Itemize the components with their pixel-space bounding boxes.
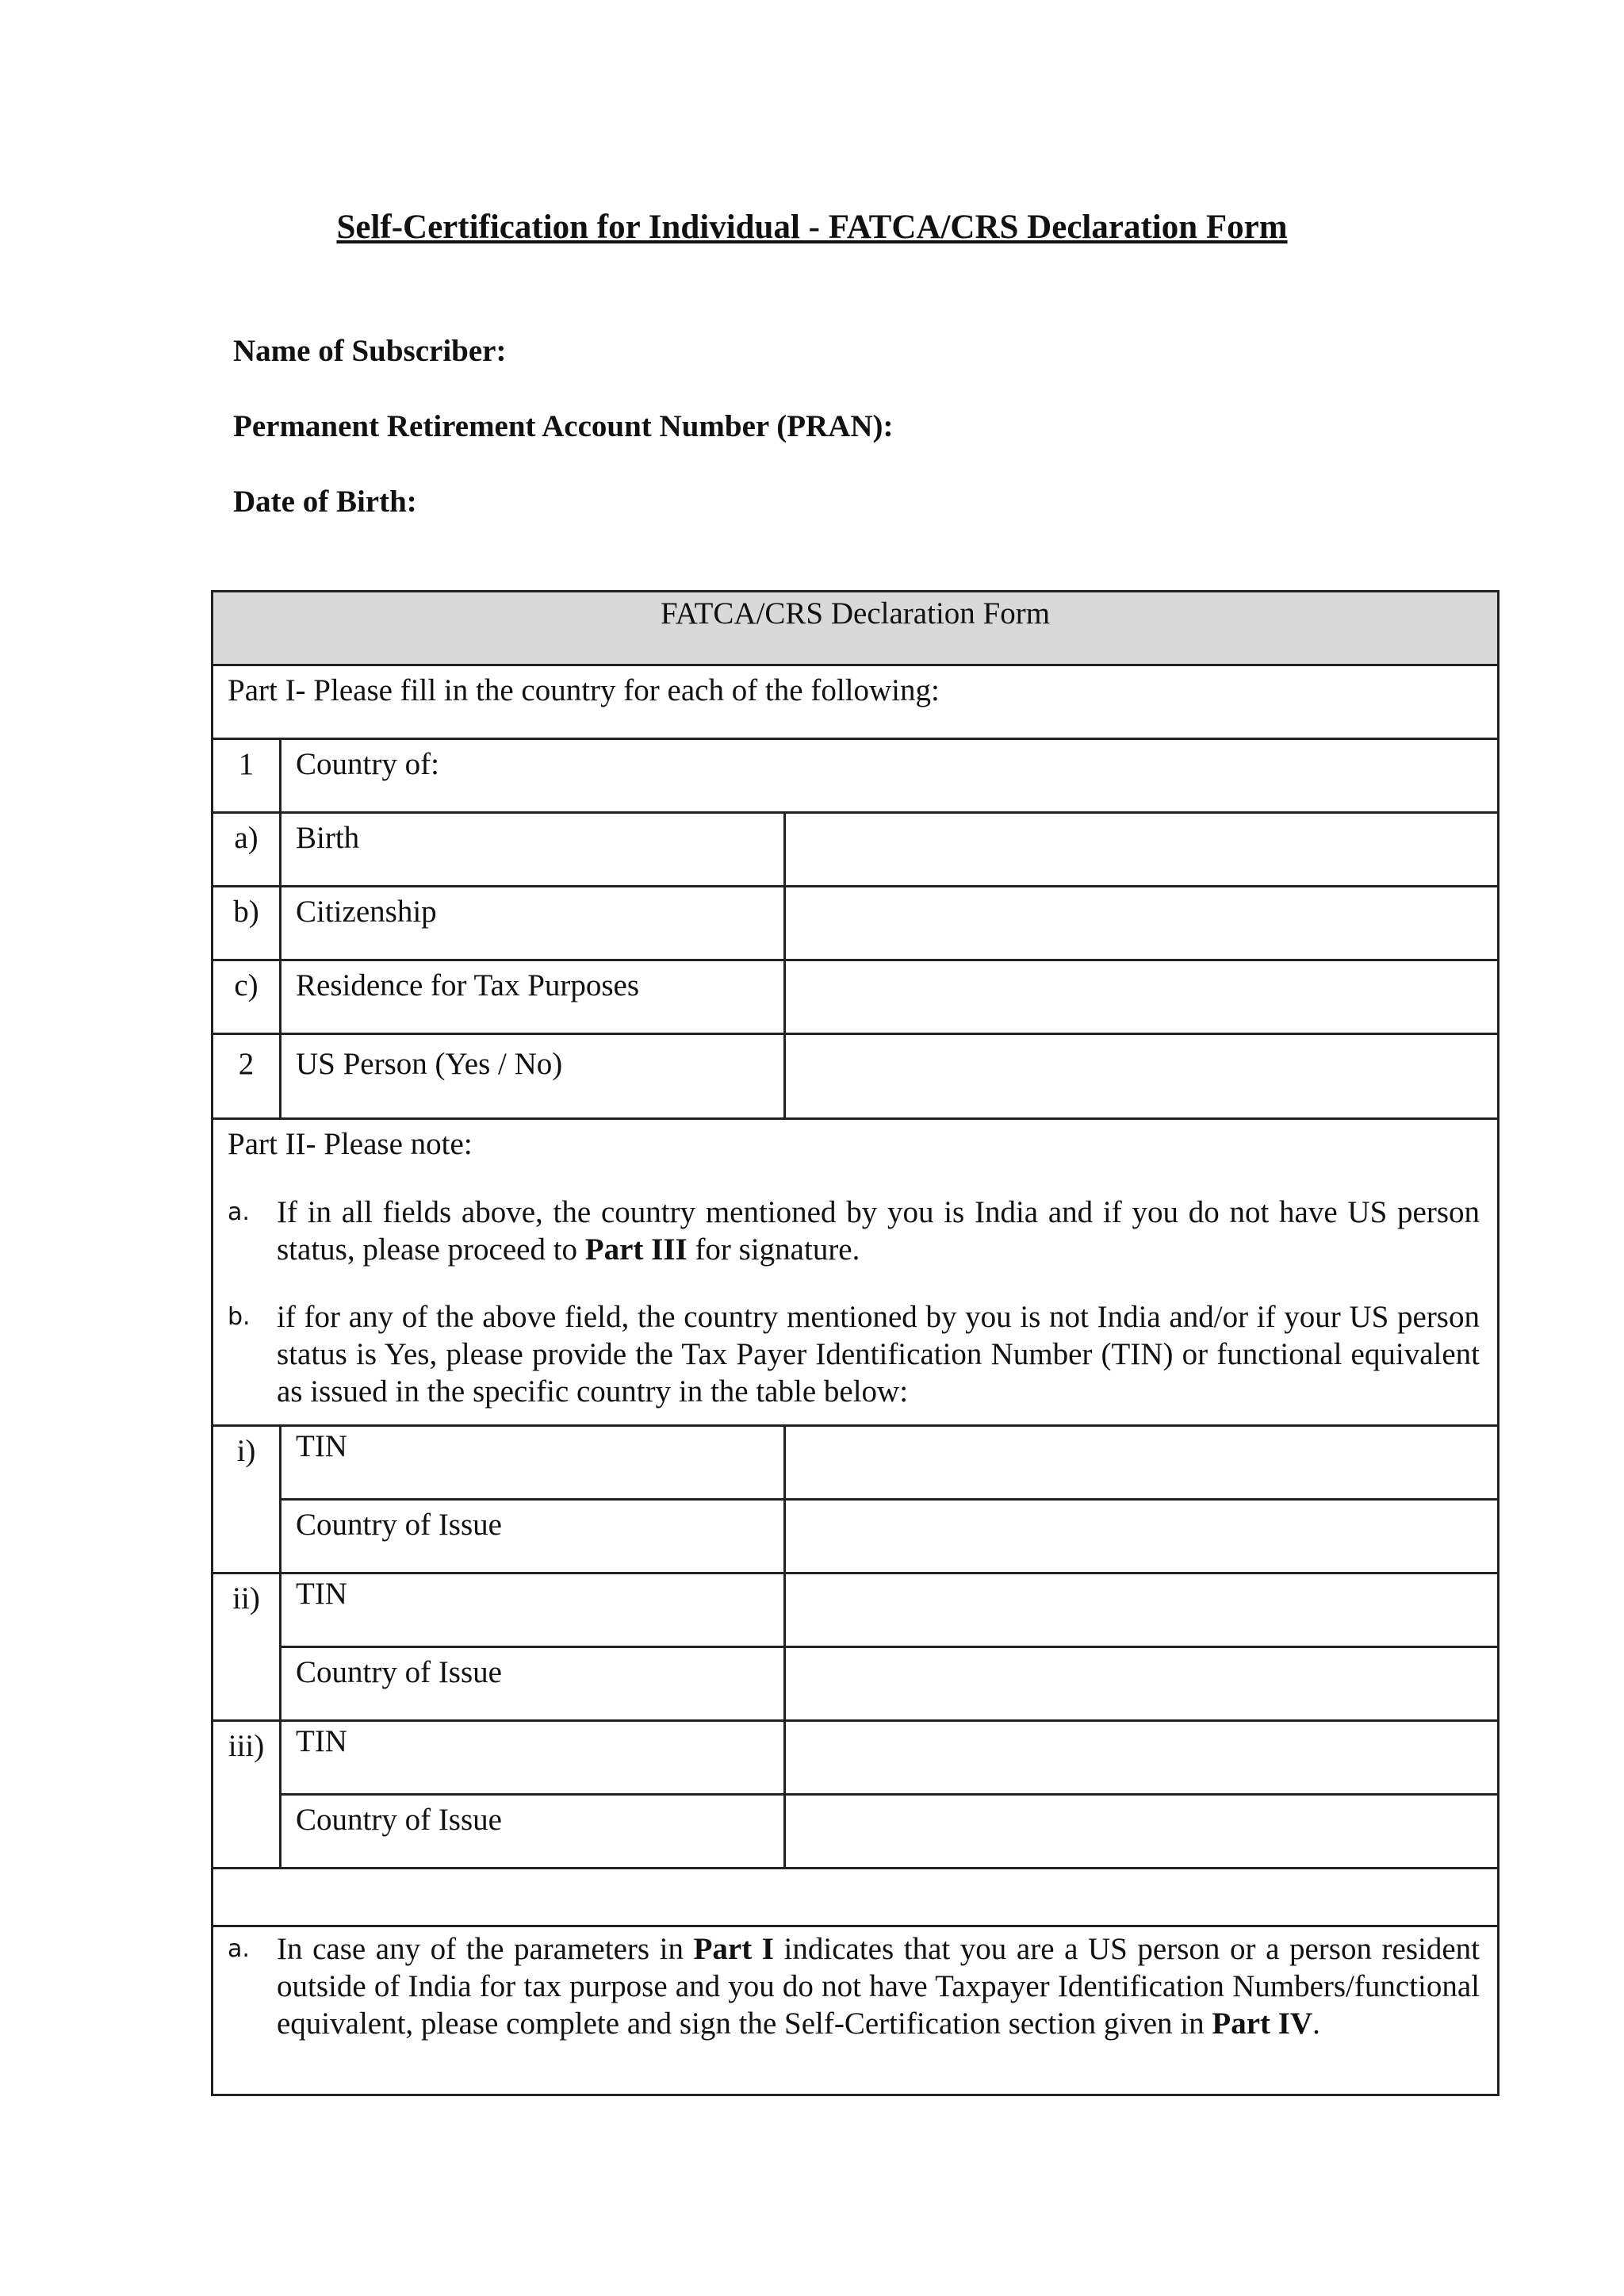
residence-field[interactable] [785, 960, 1499, 1034]
blank-row [213, 1869, 1499, 1926]
citizenship-field[interactable] [785, 887, 1499, 960]
table-row [213, 960, 1499, 1034]
residence-label: Residence for Tax Purposes [281, 960, 785, 1034]
final-note-bold: Part IV [1212, 2007, 1313, 2041]
table-row [213, 1647, 1499, 1721]
table-row [213, 1034, 1499, 1119]
row-marker: b) [213, 887, 281, 960]
date-of-birth-label: Date of Birth: [233, 485, 417, 519]
table-row [213, 1721, 1499, 1795]
country-of-issue-field-1[interactable] [785, 1500, 1499, 1573]
note-a [228, 1194, 1480, 1268]
tin-field-3[interactable] [785, 1721, 1499, 1795]
birth-label: Birth [281, 813, 785, 887]
table-row [213, 1500, 1499, 1573]
country-of-issue-field-3[interactable] [785, 1795, 1499, 1869]
table-row [213, 813, 1499, 887]
tin-field-2[interactable] [785, 1573, 1499, 1647]
final-note-cell [213, 1926, 1499, 2095]
part2-notes [213, 1119, 1499, 1426]
row-marker: c) [213, 960, 281, 1034]
note-marker: a. [228, 1198, 250, 1226]
note-marker: a. [228, 1935, 250, 1963]
part2-heading: Part II- Please note: [228, 1127, 473, 1161]
tin-group-marker: i) [213, 1426, 281, 1573]
note-a-text: If in all fields above, the country mentioned by you is India and if you do not have US person status, please proceed to [277, 1195, 1480, 1267]
final-note-text: . [1312, 2007, 1320, 2041]
country-of-label: Country of: [281, 739, 1499, 813]
tin-group-marker: ii) [213, 1573, 281, 1721]
table-row [213, 1573, 1499, 1647]
country-of-birth-field[interactable] [785, 813, 1499, 887]
note-a-bold: Part III [584, 1232, 688, 1267]
tin-label: TIN [281, 1426, 785, 1500]
note-b [228, 1298, 1480, 1410]
us-person-label: US Person (Yes / No) [281, 1034, 785, 1119]
tin-label: TIN [281, 1573, 785, 1647]
country-of-issue-field-2[interactable] [785, 1647, 1499, 1721]
citizenship-label: Citizenship [281, 887, 785, 960]
final-note-text: In case any of the parameters in [277, 1932, 694, 1966]
table-row [213, 1426, 1499, 1500]
part1-heading: Part I- Please fill in the country for each of the following: [213, 665, 1499, 739]
tin-group-marker: iii) [213, 1721, 281, 1869]
final-note-bold: Part I [693, 1932, 774, 1966]
tin-label: TIN [281, 1721, 785, 1795]
row-number: 1 [213, 739, 281, 813]
country-of-issue-label: Country of Issue [281, 1500, 785, 1573]
document-title: Self-Certification for Individual - FATCA/CRS Declaration Form [336, 209, 1288, 246]
table-header: FATCA/CRS Declaration Form [213, 592, 1499, 665]
name-of-subscriber-label: Name of Subscriber: [233, 334, 507, 368]
note-a-text-end: for signature. [687, 1232, 860, 1267]
table-row [213, 887, 1499, 960]
final-note [228, 1930, 1480, 2042]
country-of-issue-label: Country of Issue [281, 1795, 785, 1869]
tin-field-1[interactable] [785, 1426, 1499, 1500]
final-note-text: indicates that you are a US person or a person resident outside of India for tax purpose and you do not have Taxpayer Identification Numbers/functional equivalent, please complete and sign the Self-Certification section given in [277, 1932, 1480, 2041]
table-row [213, 1795, 1499, 1869]
us-person-field[interactable] [785, 1034, 1499, 1119]
row-number: 2 [213, 1034, 281, 1119]
pran-label: Permanent Retirement Account Number (PRAN): [233, 409, 894, 443]
fatca-crs-declaration-table [211, 590, 1500, 2096]
country-of-issue-label: Country of Issue [281, 1647, 785, 1721]
note-marker: b. [228, 1303, 251, 1331]
row-marker: a) [213, 813, 281, 887]
note-b-text: if for any of the above field, the country mentioned by you is not India and/or if your US person status is Yes, please provide the Tax Payer Identification Number (TIN) or functional equivalent as issued in the specific country in the table below: [277, 1300, 1480, 1409]
